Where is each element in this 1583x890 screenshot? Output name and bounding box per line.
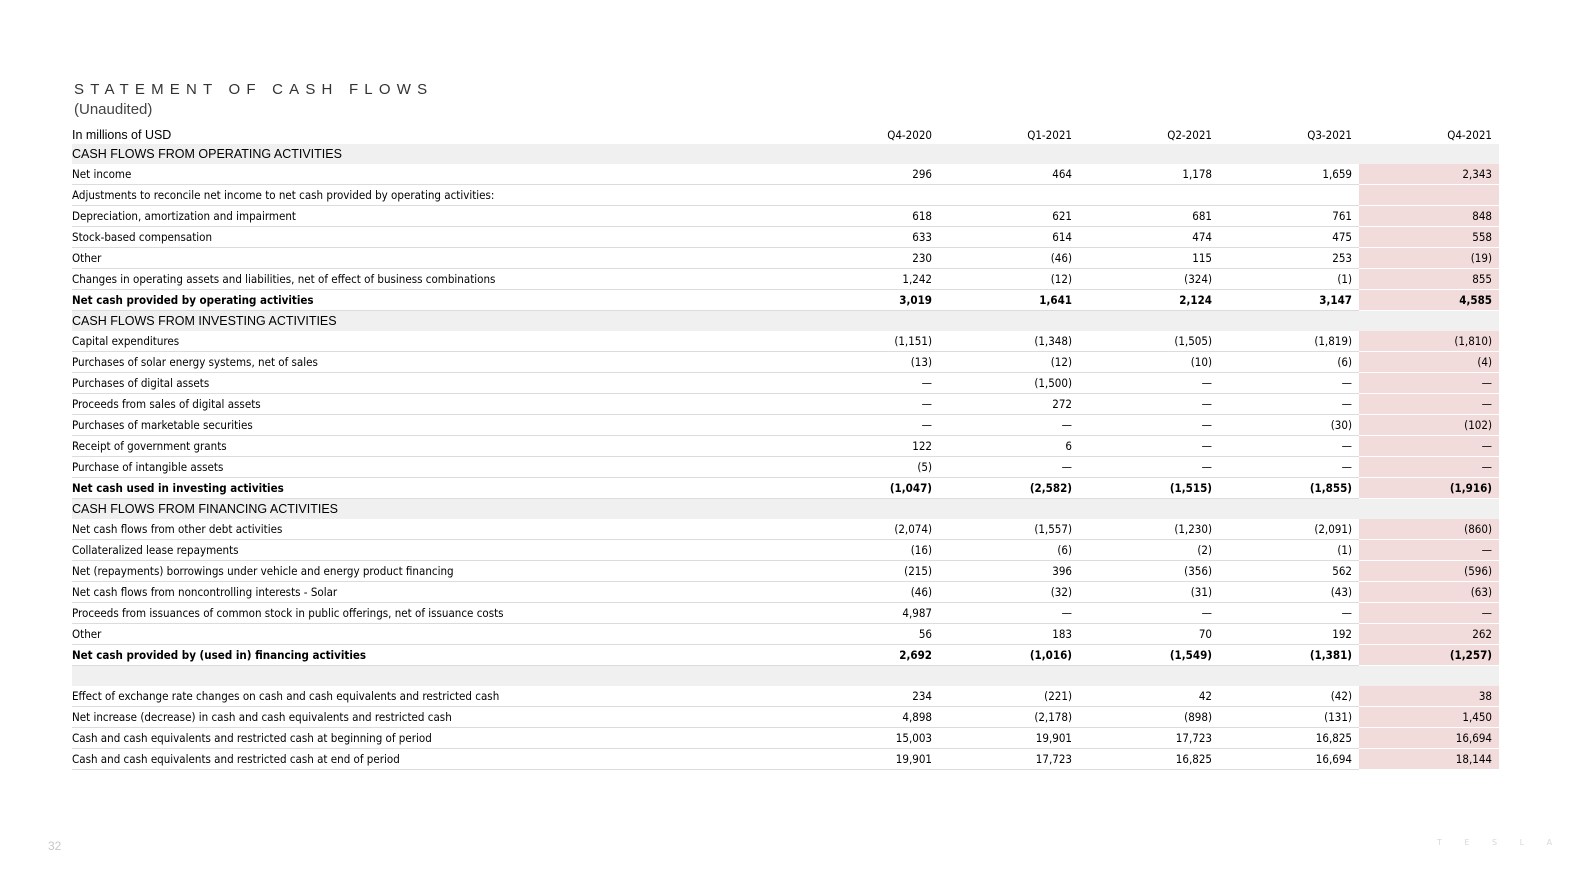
table-row	[72, 582, 1499, 603]
row-label: Cash and cash equivalents and restricted cash at end of period	[72, 749, 799, 770]
row-label: Receipt of government grants	[72, 436, 799, 457]
value-cell-highlighted: (4)	[1359, 352, 1499, 373]
value-cell: 396	[939, 561, 1079, 582]
value-cell-highlighted: (1,916)	[1359, 478, 1499, 499]
value-cell-highlighted: (102)	[1359, 415, 1499, 436]
table-row	[72, 603, 1499, 624]
row-label: Adjustments to reconcile net income to net cash provided by operating activities:	[72, 185, 799, 206]
value-cell: —	[1079, 373, 1219, 394]
value-cell: 614	[939, 227, 1079, 248]
table-header-row	[72, 125, 1499, 144]
value-cell: (16)	[799, 540, 939, 561]
units-label: In millions of USD	[72, 127, 172, 142]
value-cell: —	[1219, 457, 1359, 478]
table-row	[72, 248, 1499, 269]
value-cell: (1,505)	[1079, 331, 1219, 352]
value-cell-highlighted: —	[1359, 436, 1499, 457]
value-cell: (32)	[939, 582, 1079, 603]
value-cell-highlighted: 848	[1359, 206, 1499, 227]
value-cell-highlighted: (1,810)	[1359, 331, 1499, 352]
value-cell-highlighted: (860)	[1359, 519, 1499, 540]
row-label: Other	[72, 624, 799, 645]
value-cell: (5)	[799, 457, 939, 478]
value-cell: (1,500)	[939, 373, 1079, 394]
value-cell-highlighted: —	[1359, 457, 1499, 478]
value-cell-highlighted: 38	[1359, 686, 1499, 707]
section-title: CASH FLOWS FROM INVESTING ACTIVITIES	[72, 311, 1499, 332]
value-cell: (215)	[799, 561, 939, 582]
row-label: Stock-based compensation	[72, 227, 799, 248]
value-cell: 3,147	[1219, 290, 1359, 311]
value-cell: 16,694	[1219, 749, 1359, 770]
value-cell-highlighted: (63)	[1359, 582, 1499, 603]
value-cell: 296	[799, 164, 939, 185]
value-cell: (1,549)	[1079, 645, 1219, 666]
value-cell: —	[1219, 603, 1359, 624]
value-cell: 16,825	[1219, 728, 1359, 749]
value-cell-highlighted: 18,144	[1359, 749, 1499, 770]
value-cell	[799, 185, 939, 206]
table-row	[72, 457, 1499, 478]
value-cell: 2,692	[799, 645, 939, 666]
value-cell: (2,582)	[939, 478, 1079, 499]
table-row	[72, 269, 1499, 290]
section-header-row	[72, 499, 1499, 520]
value-cell: (2,178)	[939, 707, 1079, 728]
value-cell: —	[1219, 394, 1359, 415]
value-cell: (1,855)	[1219, 478, 1359, 499]
table-row	[72, 686, 1499, 707]
table-row	[72, 352, 1499, 373]
row-label: Purchases of marketable securities	[72, 415, 799, 436]
cash-flow-table	[72, 125, 1499, 770]
value-cell: 1,178	[1079, 164, 1219, 185]
subtotal-row	[72, 290, 1499, 311]
value-cell: 2,124	[1079, 290, 1219, 311]
value-cell: —	[939, 603, 1079, 624]
value-cell: —	[939, 415, 1079, 436]
value-cell: (131)	[1219, 707, 1359, 728]
row-label: Net cash used in investing activities	[72, 478, 799, 499]
value-cell-highlighted	[1359, 185, 1499, 206]
row-label: Purchases of digital assets	[72, 373, 799, 394]
row-label: Collateralized lease repayments	[72, 540, 799, 561]
value-cell: —	[1079, 436, 1219, 457]
value-cell-highlighted: —	[1359, 373, 1499, 394]
value-cell: —	[1079, 457, 1219, 478]
value-cell: (6)	[939, 540, 1079, 561]
row-label: Net increase (decrease) in cash and cash equivalents and restricted cash	[72, 707, 799, 728]
spacer-cell	[72, 666, 1499, 687]
row-label: Cash and cash equivalents and restricted cash at beginning of period	[72, 728, 799, 749]
value-cell: 618	[799, 206, 939, 227]
table-row	[72, 331, 1499, 352]
value-cell: —	[799, 415, 939, 436]
value-cell: (6)	[1219, 352, 1359, 373]
row-label: Purchases of solar energy systems, net of sales	[72, 352, 799, 373]
value-cell: 230	[799, 248, 939, 269]
row-label: Other	[72, 248, 799, 269]
value-cell-highlighted: 2,343	[1359, 164, 1499, 185]
value-cell: (12)	[939, 269, 1079, 290]
value-cell: (46)	[939, 248, 1079, 269]
value-cell: (2,091)	[1219, 519, 1359, 540]
value-cell: (10)	[1079, 352, 1219, 373]
value-cell: —	[1219, 373, 1359, 394]
value-cell: 16,825	[1079, 749, 1219, 770]
row-label: Purchase of intangible assets	[72, 457, 799, 478]
value-cell: —	[1219, 436, 1359, 457]
value-cell-highlighted: 16,694	[1359, 728, 1499, 749]
value-cell: 15,003	[799, 728, 939, 749]
value-cell: (1,016)	[939, 645, 1079, 666]
value-cell-highlighted: 4,585	[1359, 290, 1499, 311]
page-subtitle: (Unaudited)	[74, 101, 153, 118]
value-cell: (324)	[1079, 269, 1219, 290]
value-cell: 253	[1219, 248, 1359, 269]
value-cell-highlighted: (19)	[1359, 248, 1499, 269]
table-row	[72, 728, 1499, 749]
table-row	[72, 185, 1499, 206]
value-cell: 621	[939, 206, 1079, 227]
value-cell: 6	[939, 436, 1079, 457]
value-cell: (1,348)	[939, 331, 1079, 352]
value-cell: 115	[1079, 248, 1219, 269]
value-cell: 272	[939, 394, 1079, 415]
value-cell: 1,659	[1219, 164, 1359, 185]
brand-logo: T E S L A	[1437, 838, 1563, 847]
row-label: Capital expenditures	[72, 331, 799, 352]
value-cell: (1,381)	[1219, 645, 1359, 666]
row-label: Net cash flows from noncontrolling interests - Solar	[72, 582, 799, 603]
table-row	[72, 415, 1499, 436]
value-cell-highlighted: 558	[1359, 227, 1499, 248]
value-cell: —	[1079, 394, 1219, 415]
value-cell: 633	[799, 227, 939, 248]
section-title: CASH FLOWS FROM OPERATING ACTIVITIES	[72, 144, 1499, 164]
table-row	[72, 624, 1499, 645]
value-cell-highlighted: 855	[1359, 269, 1499, 290]
value-cell: —	[799, 394, 939, 415]
row-label: Effect of exchange rate changes on cash and cash equivalents and restricted cash	[72, 686, 799, 707]
column-header: Q1-2021	[1027, 127, 1072, 142]
value-cell: 1,641	[939, 290, 1079, 311]
table-row	[72, 206, 1499, 227]
value-cell: 474	[1079, 227, 1219, 248]
value-cell: (13)	[799, 352, 939, 373]
value-cell: 56	[799, 624, 939, 645]
table-row	[72, 749, 1499, 770]
table-row	[72, 164, 1499, 185]
section-header-row	[72, 311, 1499, 332]
value-cell: —	[1079, 603, 1219, 624]
value-cell: 122	[799, 436, 939, 457]
value-cell: 17,723	[1079, 728, 1219, 749]
section-header-row	[72, 144, 1499, 164]
value-cell: (30)	[1219, 415, 1359, 436]
page-title: STATEMENT OF CASH FLOWS	[74, 81, 434, 98]
value-cell: (1,047)	[799, 478, 939, 499]
spacer-row	[72, 666, 1499, 687]
value-cell: 70	[1079, 624, 1219, 645]
page-number: 32	[48, 839, 62, 853]
value-cell: (1,819)	[1219, 331, 1359, 352]
column-header: Q4-2021	[1447, 127, 1492, 142]
row-label: Net cash provided by (used in) financing activities	[72, 645, 799, 666]
column-header: Q3-2021	[1307, 127, 1352, 142]
value-cell-highlighted: —	[1359, 540, 1499, 561]
value-cell: 19,901	[939, 728, 1079, 749]
table-row	[72, 436, 1499, 457]
subtotal-row	[72, 478, 1499, 499]
value-cell: (42)	[1219, 686, 1359, 707]
row-label: Net cash flows from other debt activities	[72, 519, 799, 540]
value-cell: (898)	[1079, 707, 1219, 728]
value-cell	[939, 185, 1079, 206]
value-cell: (1,230)	[1079, 519, 1219, 540]
value-cell-highlighted: 262	[1359, 624, 1499, 645]
value-cell: 17,723	[939, 749, 1079, 770]
value-cell-highlighted: —	[1359, 603, 1499, 624]
table-row	[72, 519, 1499, 540]
value-cell: 562	[1219, 561, 1359, 582]
table-row	[72, 707, 1499, 728]
row-label: Net cash provided by operating activities	[72, 290, 799, 311]
table-row	[72, 561, 1499, 582]
table-row	[72, 227, 1499, 248]
value-cell-highlighted: —	[1359, 394, 1499, 415]
row-label: Net income	[72, 164, 799, 185]
value-cell: 681	[1079, 206, 1219, 227]
row-label: Depreciation, amortization and impairment	[72, 206, 799, 227]
value-cell: 192	[1219, 624, 1359, 645]
value-cell: (31)	[1079, 582, 1219, 603]
value-cell	[1079, 185, 1219, 206]
table-body	[72, 144, 1499, 770]
value-cell: (43)	[1219, 582, 1359, 603]
column-header: Q4-2020	[887, 127, 932, 142]
value-cell	[1219, 185, 1359, 206]
value-cell: 3,019	[799, 290, 939, 311]
value-cell: (2,074)	[799, 519, 939, 540]
value-cell: —	[1079, 415, 1219, 436]
row-label: Proceeds from sales of digital assets	[72, 394, 799, 415]
subtotal-row	[72, 645, 1499, 666]
row-label: Changes in operating assets and liabilities, net of effect of business combinations	[72, 269, 799, 290]
value-cell: 4,987	[799, 603, 939, 624]
value-cell: 42	[1079, 686, 1219, 707]
value-cell: 234	[799, 686, 939, 707]
value-cell: 475	[1219, 227, 1359, 248]
table-row	[72, 394, 1499, 415]
value-cell: 19,901	[799, 749, 939, 770]
value-cell: (1,151)	[799, 331, 939, 352]
value-cell: (1,515)	[1079, 478, 1219, 499]
value-cell: 183	[939, 624, 1079, 645]
value-cell: (46)	[799, 582, 939, 603]
column-header: Q2-2021	[1167, 127, 1212, 142]
value-cell: (2)	[1079, 540, 1219, 561]
value-cell: 4,898	[799, 707, 939, 728]
value-cell: (221)	[939, 686, 1079, 707]
table-row	[72, 540, 1499, 561]
value-cell: —	[939, 457, 1079, 478]
value-cell: (1,557)	[939, 519, 1079, 540]
row-label: Net (repayments) borrowings under vehicle and energy product financing	[72, 561, 799, 582]
value-cell: (12)	[939, 352, 1079, 373]
value-cell: (356)	[1079, 561, 1219, 582]
value-cell: 464	[939, 164, 1079, 185]
value-cell: 761	[1219, 206, 1359, 227]
value-cell: (1)	[1219, 269, 1359, 290]
value-cell: (1)	[1219, 540, 1359, 561]
value-cell: 1,242	[799, 269, 939, 290]
section-title: CASH FLOWS FROM FINANCING ACTIVITIES	[72, 499, 1499, 520]
value-cell: —	[799, 373, 939, 394]
value-cell-highlighted: (1,257)	[1359, 645, 1499, 666]
value-cell-highlighted: (596)	[1359, 561, 1499, 582]
value-cell-highlighted: 1,450	[1359, 707, 1499, 728]
row-label: Proceeds from issuances of common stock in public offerings, net of issuance costs	[72, 603, 799, 624]
table-row	[72, 373, 1499, 394]
